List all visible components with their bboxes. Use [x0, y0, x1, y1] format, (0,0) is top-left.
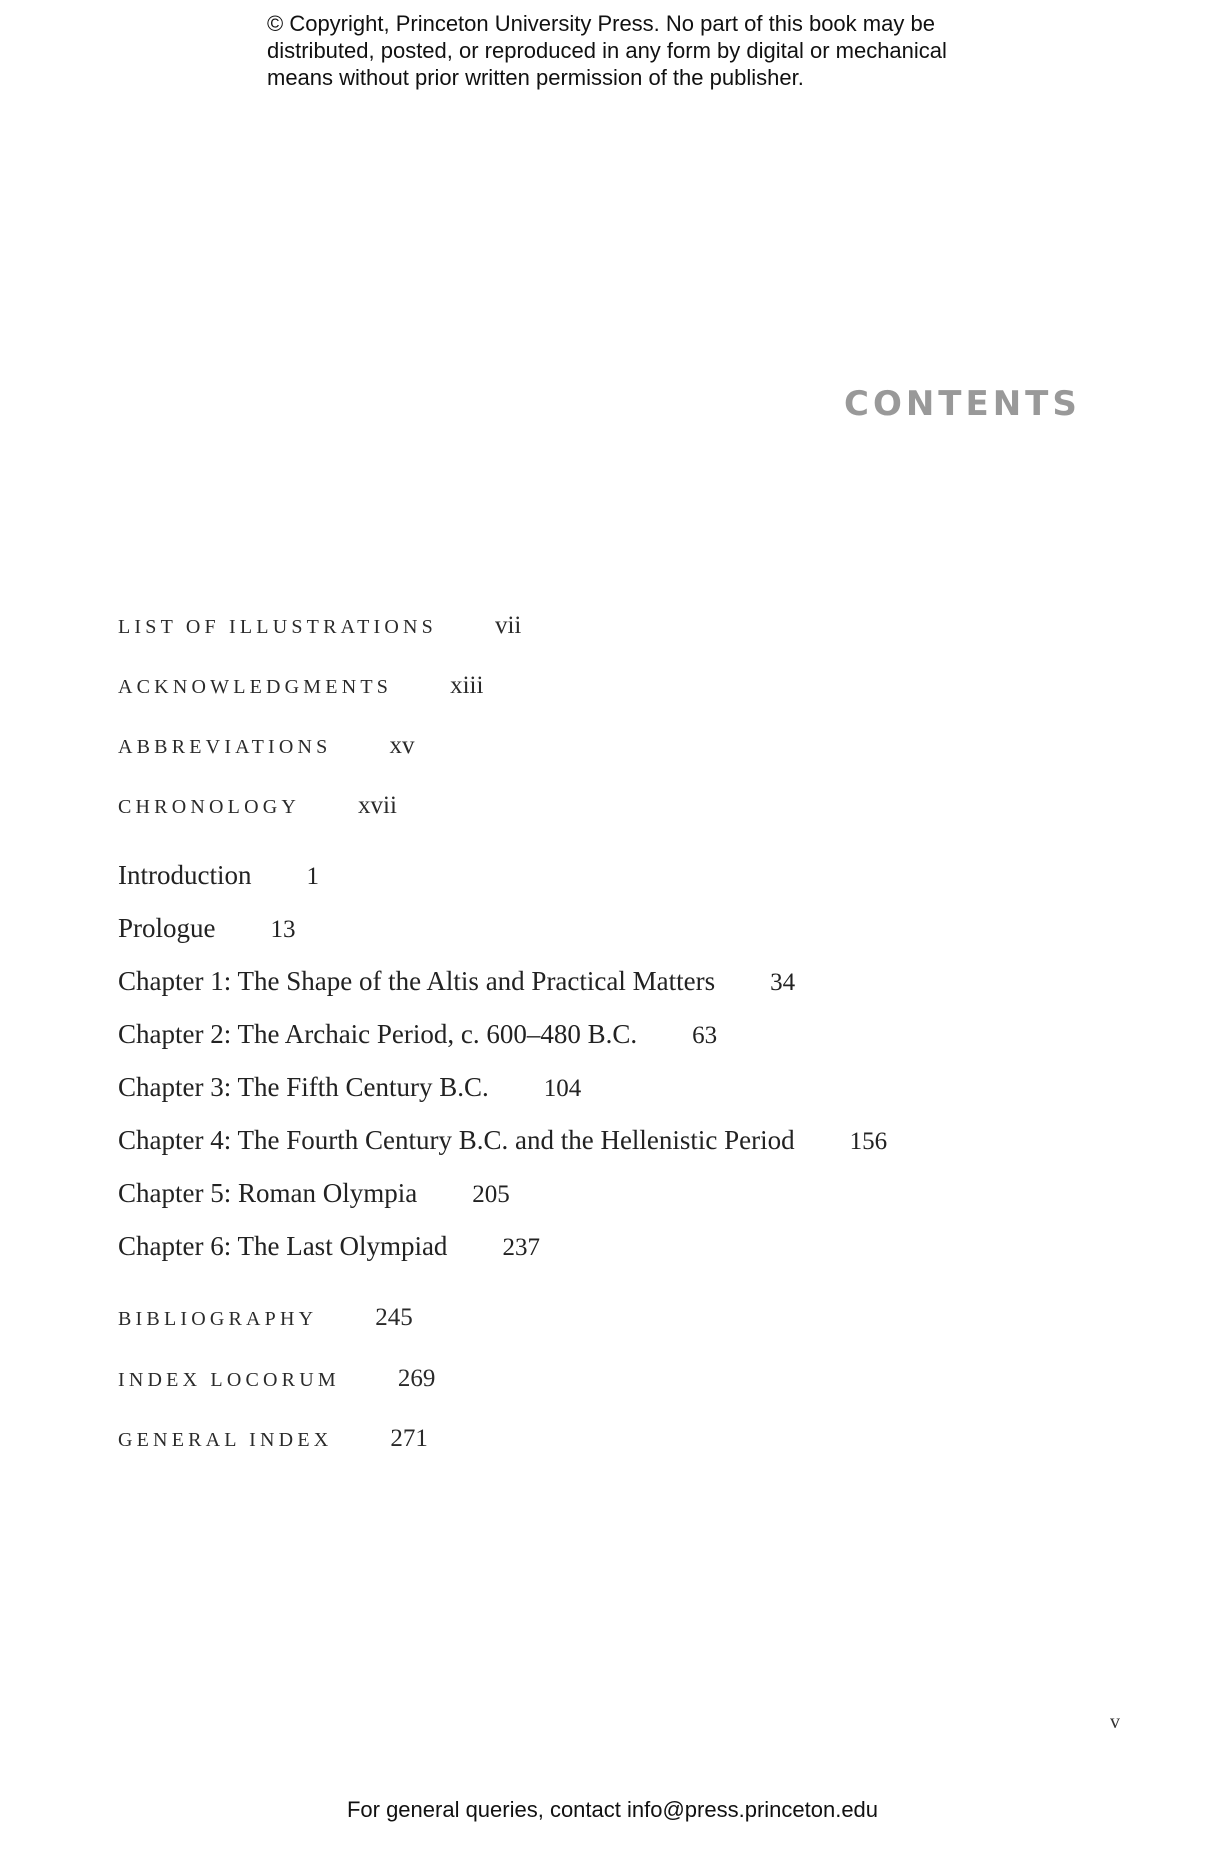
toc-entry-page: 271	[390, 1425, 428, 1452]
toc-entry-title: Chapter 5: Roman Olympia	[118, 1178, 418, 1208]
toc-entry-title: Introduction	[118, 860, 252, 890]
toc-entry-title: INDEX LOCORUM	[118, 1369, 340, 1391]
toc-entry-title: Chapter 6: The Last Olympiad	[118, 1231, 448, 1261]
toc-entry-page: 63	[692, 1022, 718, 1049]
toc-entry-page: 104	[543, 1075, 582, 1102]
toc-entry-page: 34	[770, 969, 796, 996]
toc-entry-page: 13	[270, 916, 296, 943]
toc-entry-prologue[interactable]	[118, 913, 296, 944]
page-title: CONTENTS	[844, 384, 1081, 424]
toc-entry-page: vii	[494, 612, 522, 639]
toc-entry-title: ACKNOWLEDGMENTS	[118, 676, 393, 698]
toc-entry-chronology[interactable]	[118, 792, 397, 820]
toc-entry-page: 237	[502, 1234, 540, 1261]
toc-entry-title: ABBREVIATIONS	[118, 736, 332, 758]
toc-entry-page: 245	[375, 1304, 413, 1331]
footer-contact: For general queries, contact info@press.princeton.edu	[346, 1797, 879, 1822]
toc-entry-title: Prologue	[118, 913, 216, 943]
toc-entry-title: Chapter 3: The Fifth Century B.C.	[118, 1072, 489, 1102]
toc-entry-title: Chapter 2: The Archaic Period, c. 600–480 B.C.	[118, 1019, 638, 1049]
copyright-line: distributed, posted, or reproduced in any form by digital or mechanical	[267, 38, 947, 63]
toc-entry-chapter-1[interactable]	[118, 966, 795, 997]
toc-entry-index-locorum[interactable]	[118, 1365, 435, 1393]
copyright-line: © Copyright, Princeton University Press. No part of this book may be	[267, 11, 935, 36]
toc-entry-title: GENERAL INDEX	[118, 1429, 333, 1451]
toc-entry-chapter-3[interactable]	[118, 1072, 581, 1103]
toc-entry-page: 1	[306, 863, 319, 890]
toc-entry-page: xvii	[358, 792, 397, 819]
toc-entry-chapter-5[interactable]	[118, 1178, 510, 1209]
toc-entry-title: Chapter 4: The Fourth Century B.C. and the Hellenistic Period	[118, 1125, 795, 1155]
toc-entry-chapter-2[interactable]	[118, 1019, 717, 1050]
toc-entry-list-of-illustrations[interactable]	[118, 612, 521, 640]
toc-entry-title: BIBLIOGRAPHY	[118, 1308, 318, 1330]
toc-entry-page: xv	[389, 732, 415, 759]
page-number: v	[1110, 1711, 1120, 1733]
copyright-line: means without prior written permission of the publisher.	[267, 65, 804, 90]
toc-entry-page: 205	[472, 1181, 510, 1208]
toc-entry-introduction[interactable]	[118, 860, 319, 891]
toc-entry-acknowledgments[interactable]	[118, 672, 483, 700]
toc-entry-general-index[interactable]	[118, 1425, 428, 1453]
toc-entry-page: 269	[397, 1365, 436, 1392]
toc-entry-page: xiii	[450, 672, 484, 699]
toc-entry-page: 156	[849, 1128, 888, 1155]
toc-entry-abbreviations[interactable]	[118, 732, 415, 760]
toc-entry-title: LIST OF ILLUSTRATIONS	[118, 616, 437, 638]
toc-entry-title: CHRONOLOGY	[118, 796, 300, 818]
toc-entry-bibliography[interactable]	[118, 1304, 413, 1332]
toc-entry-chapter-4[interactable]	[118, 1125, 887, 1156]
toc-entry-chapter-6[interactable]	[118, 1231, 540, 1262]
toc-entry-title: Chapter 1: The Shape of the Altis and Practical Matters	[118, 966, 716, 996]
